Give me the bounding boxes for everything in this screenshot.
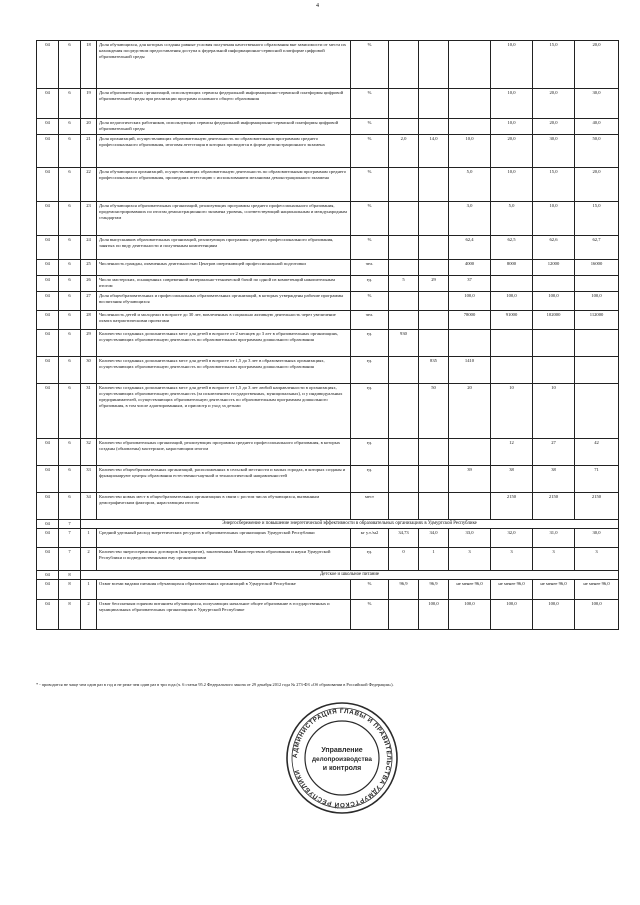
value-cell: 16000: [575, 260, 619, 276]
value-cell: [491, 330, 533, 357]
value-cell: 15,0: [533, 168, 575, 202]
code-c-cell: 19: [81, 89, 97, 119]
value-cell: 20: [449, 384, 491, 439]
code-b-cell: 6: [59, 311, 81, 330]
value-cell: 12000: [533, 260, 575, 276]
seal-center-line-1: Управление: [321, 747, 363, 754]
value-cell: 10,0: [533, 202, 575, 236]
table-row: [37, 600, 619, 630]
table-row: [37, 311, 619, 330]
value-cell: не менее 96,0: [491, 580, 533, 600]
unit-cell: %: [351, 600, 389, 630]
value-cell: [419, 260, 449, 276]
code-b-cell: 8: [59, 571, 81, 580]
code-b-cell: 6: [59, 330, 81, 357]
value-cell: 30,0: [575, 89, 619, 119]
value-cell: 29: [419, 276, 449, 292]
value-cell: [389, 89, 419, 119]
value-cell: [419, 330, 449, 357]
indicator-name-cell: Доля выпускников образовательных организаций, реализующих программы среднего профессионального образования, занятых по виду деятельности и полученным компетенциям: [97, 236, 351, 260]
value-cell: [533, 276, 575, 292]
code-a-cell: 04: [37, 580, 59, 600]
value-cell: [389, 311, 419, 330]
table-row: [37, 202, 619, 236]
table-row: [37, 466, 619, 493]
indicator-name-cell: Количество созданных дополнительных мест для детей в возрасте от 1,5 до 3 лет любой направленности в организациях, осуществляющих образовательную деятельность (за исключением государственных, муниципальных), и у индивидуальных предпринимателей, осуществляющих образовательную деятельность по образовательным программам дошкольного образования, в том числе адаптированным, и присмотр и уход за детьми: [97, 384, 351, 439]
value-cell: [389, 600, 419, 630]
indicator-name-cell: Число мастерских, оснащенных современной материально-технической базой по одной из компетенций накопительным итогом: [97, 276, 351, 292]
value-cell: [389, 439, 419, 466]
unit-cell: ед.: [351, 357, 389, 384]
value-cell: [491, 276, 533, 292]
value-cell: [575, 384, 619, 439]
value-cell: 62,5: [491, 236, 533, 260]
value-cell: [419, 89, 449, 119]
unit-cell: ед.: [351, 548, 389, 571]
value-cell: [389, 493, 419, 520]
indicator-name-cell: Охват бесплатным горячим питанием обучающихся, получающих начальное общее образование в государственных и муниципальных образовательных организациях в Удмуртской Республике: [97, 600, 351, 630]
value-cell: не менее 96,0: [533, 580, 575, 600]
unit-cell: ед.: [351, 384, 389, 439]
value-cell: 38: [533, 466, 575, 493]
code-a-cell: 04: [37, 260, 59, 276]
table-row: [37, 493, 619, 520]
section-header-row: [37, 571, 619, 580]
unit-cell: %: [351, 89, 389, 119]
indicator-name-cell: Доля организаций, осуществляющих образовательную деятельность по образовательным программам среднего профессионального образования, итоговая аттестация в которых проводится в форме демонстрационного экзамена: [97, 135, 351, 168]
value-cell: 112000: [575, 311, 619, 330]
unit-cell: ед.: [351, 439, 389, 466]
value-cell: 91000: [491, 311, 533, 330]
unit-cell: %: [351, 119, 389, 135]
value-cell: 100,0: [449, 600, 491, 630]
code-b-cell: 6: [59, 276, 81, 292]
value-cell: 3,0: [449, 202, 491, 236]
code-c-cell: 1: [81, 580, 97, 600]
table-row: [37, 357, 619, 384]
value-cell: 20,0: [533, 119, 575, 135]
value-cell: 3: [575, 548, 619, 571]
code-c-cell: 27: [81, 292, 97, 311]
seal-center-line-2: делопроизводства: [312, 756, 372, 763]
value-cell: 1410: [449, 357, 491, 384]
value-cell: 102000: [533, 311, 575, 330]
code-b-cell: 6: [59, 135, 81, 168]
unit-cell: мест: [351, 493, 389, 520]
table-row: [37, 89, 619, 119]
value-cell: 37: [449, 276, 491, 292]
value-cell: 71: [575, 466, 619, 493]
code-a-cell: 04: [37, 330, 59, 357]
value-cell: 10,0: [491, 168, 533, 202]
unit-cell: чел.: [351, 311, 389, 330]
value-cell: [419, 292, 449, 311]
code-c-cell: 2: [81, 600, 97, 630]
value-cell: 39: [449, 466, 491, 493]
value-cell: 100,0: [491, 292, 533, 311]
unit-cell: ед.: [351, 330, 389, 357]
value-cell: 20,0: [491, 135, 533, 168]
unit-cell: %: [351, 292, 389, 311]
code-a-cell: 04: [37, 236, 59, 260]
code-c-cell: 25: [81, 260, 97, 276]
value-cell: 2150: [533, 493, 575, 520]
code-b-cell: 7: [59, 529, 81, 548]
value-cell: 2150: [491, 493, 533, 520]
value-cell: [419, 466, 449, 493]
unit-cell: %: [351, 41, 389, 89]
value-cell: [389, 292, 419, 311]
code-c-cell: 29: [81, 330, 97, 357]
value-cell: [419, 119, 449, 135]
code-a-cell: 04: [37, 571, 59, 580]
code-b-cell: 6: [59, 41, 81, 89]
value-cell: 100,0: [533, 292, 575, 311]
code-a-cell: 04: [37, 493, 59, 520]
value-cell: 100,0: [575, 600, 619, 630]
code-b-cell: 6: [59, 89, 81, 119]
value-cell: 10: [533, 384, 575, 439]
value-cell: [533, 330, 575, 357]
value-cell: 3: [533, 548, 575, 571]
code-c-cell: 34: [81, 493, 97, 520]
seal-ring-text: АДМИНИСТРАЦИЯ ГЛАВЫ И ПРАВИТЕЛЬСТВА УДМУРТСКОЙ РЕСПУБЛИКИ: [291, 707, 393, 809]
value-cell: [491, 357, 533, 384]
unit-cell: кг у.т./м2: [351, 529, 389, 548]
code-b-cell: 6: [59, 439, 81, 466]
value-cell: [419, 493, 449, 520]
code-a-cell: 04: [37, 600, 59, 630]
value-cell: 34,0: [419, 529, 449, 548]
code-a-cell: 04: [37, 119, 59, 135]
value-cell: 100,0: [449, 292, 491, 311]
value-cell: [575, 276, 619, 292]
value-cell: [389, 260, 419, 276]
code-a-cell: 04: [37, 529, 59, 548]
value-cell: 42: [575, 439, 619, 466]
table-row: [37, 529, 619, 548]
table-row: [37, 41, 619, 89]
value-cell: [389, 236, 419, 260]
code-c-cell: 24: [81, 236, 97, 260]
indicator-name-cell: Доля обучающихся образовательных организаций, реализующих программы среднего профессионального образования, продемонстрировавших по итогам демонстрационного экзамена уровень, соответствующий национальным и международным стандартам: [97, 202, 351, 236]
value-cell: [389, 41, 419, 89]
value-cell: 15,0: [575, 202, 619, 236]
code-c-cell: 18: [81, 41, 97, 89]
value-cell: 100,0: [419, 600, 449, 630]
value-cell: 0: [389, 548, 419, 571]
value-cell: 4000: [449, 260, 491, 276]
code-c-cell: 31: [81, 384, 97, 439]
value-cell: 2,0: [389, 135, 419, 168]
value-cell: 5,0: [491, 202, 533, 236]
unit-cell: ед.: [351, 466, 389, 493]
table-row: [37, 580, 619, 600]
code-b-cell: 7: [59, 520, 81, 529]
value-cell: 2150: [575, 493, 619, 520]
code-b-cell: 8: [59, 600, 81, 630]
table-row: [37, 236, 619, 260]
value-cell: [419, 202, 449, 236]
indicator-name-cell: Доля педагогических работников, использующих сервисы федеральной информационно-сервисной платформы цифровой образовательной среды: [97, 119, 351, 135]
value-cell: [533, 357, 575, 384]
table-row: [37, 135, 619, 168]
value-cell: не менее 96,0: [449, 580, 491, 600]
table-row: [37, 548, 619, 571]
value-cell: 20,0: [533, 89, 575, 119]
value-cell: 40,0: [575, 119, 619, 135]
table-row: [37, 384, 619, 439]
code-b-cell: 6: [59, 493, 81, 520]
code-c-cell: 30: [81, 357, 97, 384]
code-c-cell: 20: [81, 119, 97, 135]
value-cell: 62,7: [575, 236, 619, 260]
code-c-cell: 26: [81, 276, 97, 292]
value-cell: 30,0: [533, 135, 575, 168]
value-cell: 3: [449, 548, 491, 571]
code-b-cell: 6: [59, 260, 81, 276]
value-cell: 62,4: [449, 236, 491, 260]
code-c-cell: 1: [81, 529, 97, 548]
code-a-cell: 04: [37, 292, 59, 311]
code-a-cell: 04: [37, 168, 59, 202]
value-cell: [389, 384, 419, 439]
official-seal: [284, 700, 400, 816]
code-c-cell: 22: [81, 168, 97, 202]
indicator-name-cell: Количество образовательных организаций, реализующих программы среднего профессионального образования, в которых созданы (обновлены) мастерские, нарастающим итогом: [97, 439, 351, 466]
value-cell: [575, 330, 619, 357]
indicator-name-cell: Количество энергосервисных договоров (контрактов), заключенных Министерством образования и науки Удмуртской Республики и подведомственными ему организациями: [97, 548, 351, 571]
value-cell: [449, 41, 491, 89]
value-cell: 15,0: [533, 41, 575, 89]
value-cell: 100,0: [491, 600, 533, 630]
value-cell: 20,0: [575, 41, 619, 89]
value-cell: 5: [389, 276, 419, 292]
value-cell: 30,0: [575, 529, 619, 548]
value-cell: [419, 236, 449, 260]
code-a-cell: 04: [37, 548, 59, 571]
code-a-cell: 04: [37, 466, 59, 493]
value-cell: [449, 493, 491, 520]
code-a-cell: 04: [37, 276, 59, 292]
code-a-cell: 04: [37, 520, 59, 529]
table-row: [37, 439, 619, 466]
value-cell: 27: [533, 439, 575, 466]
code-b-cell: 6: [59, 236, 81, 260]
value-cell: 835: [419, 357, 449, 384]
table-row: [37, 168, 619, 202]
value-cell: 78000: [449, 311, 491, 330]
indicator-name-cell: Доля образовательных организаций, использующих сервисы федеральной информационно-сервисной платформы цифровой образовательной среды при реализации программ основного общего образования: [97, 89, 351, 119]
value-cell: [389, 466, 419, 493]
code-b-cell: 6: [59, 384, 81, 439]
value-cell: [389, 119, 419, 135]
code-b-cell: 6: [59, 466, 81, 493]
value-cell: [449, 89, 491, 119]
value-cell: [419, 439, 449, 466]
value-cell: 5,0: [449, 168, 491, 202]
code-b-cell: 6: [59, 292, 81, 311]
code-b-cell: 8: [59, 580, 81, 600]
table-row: [37, 260, 619, 276]
unit-cell: %: [351, 168, 389, 202]
unit-cell: ед.: [351, 276, 389, 292]
indicator-name-cell: Количество созданных дополнительных мест для детей в возрасте от 2 месяцев до 3 лет в образовательных организациях, осуществляющих образовательную деятельность по образовательным программам дошкольного образования: [97, 330, 351, 357]
indicator-name-cell: Численность граждан, охваченных деятельностью Центров опережающей профессиональной подготовки: [97, 260, 351, 276]
indicator-name-cell: Количество созданных дополнительных мест для детей в возрасте от 1,5 до 3 лет в образовательных организациях, осуществляющих образовательную деятельность по образовательным программам дошкольного образования: [97, 357, 351, 384]
value-cell: 12: [491, 439, 533, 466]
unit-cell: чел.: [351, 260, 389, 276]
indicator-name-cell: Доля общеобразовательных и профессиональных образовательных организаций, в которых утверждены рабочие программы воспитания обучающихся: [97, 292, 351, 311]
indicator-name-cell: Средний удельный расход энергетических ресурсов в образовательных организациях Удмуртской Республики: [97, 529, 351, 548]
code-b-cell: 6: [59, 168, 81, 202]
indicator-name-cell: Количество общеобразовательных организаций, расположенных в сельской местности и малых городах, в которых созданы и функционируют центры образования естественно-научной и технологической направленностей: [97, 466, 351, 493]
unit-cell: %: [351, 202, 389, 236]
code-c-cell: 21: [81, 135, 97, 168]
footnote: * - проводится не чаще чем один раз в год и не реже чем один раз в три года (ч. 6 статьи 95.2 Федерального закона от 29 декабря 2012 года № 273-ФЗ «Об образовании в Российской Федерации»).: [36, 682, 394, 687]
value-cell: 10,0: [491, 89, 533, 119]
value-cell: 100,0: [533, 600, 575, 630]
table-row: [37, 276, 619, 292]
indicator-name-cell: Количество новых мест в общеобразовательных организациях в связи с ростом числа обучающихся, вызванным демографическим фактором, нарастающим итогом: [97, 493, 351, 520]
seal-center-line-3: и контроля: [322, 765, 362, 772]
value-cell: 38: [491, 466, 533, 493]
value-cell: не менее 96,0: [575, 580, 619, 600]
unit-cell: %: [351, 135, 389, 168]
value-cell: 14,0: [419, 135, 449, 168]
code-a-cell: 04: [37, 384, 59, 439]
section-title: Энергосбережение и повышение энергетической эффективности в образовательных организациях в Удмуртской Республике: [81, 520, 619, 529]
indicator-name-cell: Охват всеми видами питания обучающихся образовательных организаций в Удмуртской Республике: [97, 580, 351, 600]
code-a-cell: 04: [37, 311, 59, 330]
code-a-cell: 04: [37, 89, 59, 119]
page-number: 4: [316, 3, 319, 9]
value-cell: 31,0: [533, 529, 575, 548]
code-a-cell: 04: [37, 439, 59, 466]
code-c-cell: 32: [81, 439, 97, 466]
section-title: Детское и школьное питание: [81, 571, 619, 580]
code-b-cell: 6: [59, 119, 81, 135]
indicators-table: [36, 40, 619, 630]
value-cell: [419, 41, 449, 89]
value-cell: 20,0: [575, 168, 619, 202]
value-cell: 1: [419, 548, 449, 571]
value-cell: 34,73: [389, 529, 419, 548]
value-cell: 62,6: [533, 236, 575, 260]
value-cell: 8000: [491, 260, 533, 276]
code-b-cell: 6: [59, 357, 81, 384]
indicator-name-cell: Доля обучающихся организаций, осуществляющих образовательную деятельность по образовательным программам среднего профессионального образования, прошедших аттестацию с использованием механизма демонстрационного экзамена: [97, 168, 351, 202]
code-c-cell: 28: [81, 311, 97, 330]
section-header-row: [37, 520, 619, 529]
code-c-cell: 23: [81, 202, 97, 236]
value-cell: 100,0: [575, 292, 619, 311]
value-cell: 10: [491, 384, 533, 439]
table-row: [37, 330, 619, 357]
table-row: [37, 119, 619, 135]
value-cell: 50: [419, 384, 449, 439]
value-cell: 96,9: [389, 580, 419, 600]
value-cell: 50,0: [575, 135, 619, 168]
value-cell: 33,0: [449, 529, 491, 548]
value-cell: [389, 202, 419, 236]
code-a-cell: 04: [37, 357, 59, 384]
code-a-cell: 04: [37, 135, 59, 168]
indicator-name-cell: Доля обучающихся, для которых созданы равные условия получения качественного образования вне зависимости от места их нахождения посредством предоставления доступа к федеральной информационно-сервисной платформе цифровой образовательной среды: [97, 41, 351, 89]
value-cell: 3: [491, 548, 533, 571]
value-cell: 930: [389, 330, 419, 357]
value-cell: [419, 311, 449, 330]
value-cell: 10,0: [491, 41, 533, 89]
value-cell: [419, 168, 449, 202]
code-c-cell: 33: [81, 466, 97, 493]
value-cell: [575, 357, 619, 384]
unit-cell: %: [351, 236, 389, 260]
value-cell: 10,0: [449, 135, 491, 168]
value-cell: [389, 357, 419, 384]
table-row: [37, 292, 619, 311]
unit-cell: %: [351, 580, 389, 600]
code-b-cell: 7: [59, 548, 81, 571]
indicator-name-cell: Численность детей и молодежи в возрасте до 30 лет, вовлеченных в социально активную деятельность через увеличение охвата патриотическими проектами: [97, 311, 351, 330]
value-cell: [449, 439, 491, 466]
value-cell: [449, 330, 491, 357]
code-b-cell: 6: [59, 202, 81, 236]
value-cell: 96,9: [419, 580, 449, 600]
code-a-cell: 04: [37, 202, 59, 236]
value-cell: 10,0: [491, 119, 533, 135]
value-cell: [449, 119, 491, 135]
value-cell: [389, 168, 419, 202]
code-a-cell: 04: [37, 41, 59, 89]
code-c-cell: 2: [81, 548, 97, 571]
value-cell: 32,0: [491, 529, 533, 548]
